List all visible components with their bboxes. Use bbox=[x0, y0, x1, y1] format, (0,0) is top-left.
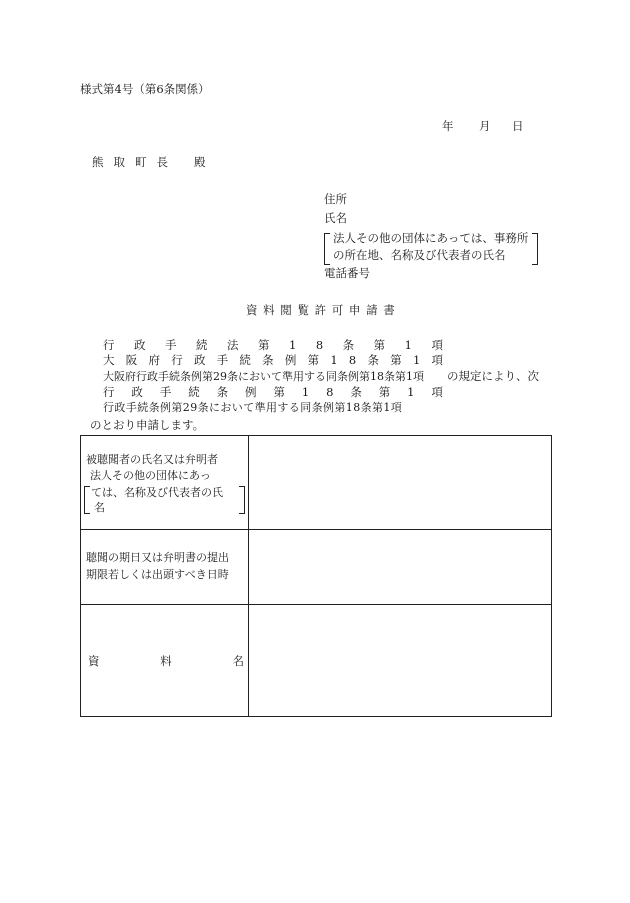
applicant-address-label: 住所 bbox=[324, 192, 347, 206]
date-day: 日 bbox=[512, 119, 524, 133]
respondent-label-cell bbox=[81, 436, 249, 530]
hearing-date-label-cell bbox=[81, 530, 249, 605]
application-table bbox=[80, 435, 552, 717]
hearing-date-label-line1: 聴聞の期日又は弁明書の提出 bbox=[86, 551, 229, 564]
respondent-left-bracket bbox=[84, 486, 90, 514]
respondent-label-line4: 名 bbox=[94, 501, 105, 514]
corp-note-line2: の所在地、名称及び代表者の氏名 bbox=[333, 248, 506, 262]
table-row-respondent bbox=[81, 436, 552, 530]
date-month: 月 bbox=[479, 119, 491, 133]
respondent-value-cell[interactable] bbox=[249, 436, 552, 530]
corp-note-line1: 法人その他の団体にあっては、事務所 bbox=[333, 231, 529, 245]
table-row-hearing-date bbox=[81, 530, 552, 605]
hearing-date-label-line2: 期限若しくは出頭すべき日時 bbox=[86, 568, 229, 581]
law-option-5: 行政手続条例第29条において準用する同条例第18条第1項 bbox=[103, 401, 403, 414]
hearing-date-value-cell[interactable] bbox=[249, 530, 552, 605]
request-line: のとおり申請します。 bbox=[90, 418, 205, 432]
applicant-name-label: 氏名 bbox=[324, 211, 347, 225]
law-option-2: 大 阪 府 行 政 手 続 条 例 第 1 8 条 第 1 項 bbox=[103, 353, 443, 367]
material-name-label: 資 料 名 bbox=[88, 653, 244, 668]
law-option-1: 行 政 手 続 法 第 1 8 条 第 1 項 bbox=[103, 338, 443, 352]
table-row-material-name bbox=[81, 605, 552, 717]
document-title: 資 料 閲 覧 許 可 申 請 書 bbox=[246, 303, 396, 317]
honorific: 殿 bbox=[194, 155, 206, 169]
date-year: 年 bbox=[442, 119, 454, 133]
respondent-label-line1: 被聴聞者の氏名又は弁明者 bbox=[86, 453, 218, 466]
law-suffix: の規定により、次 bbox=[447, 369, 539, 383]
material-name-label-cell bbox=[81, 605, 249, 717]
addressee: 熊 取 町 長 bbox=[92, 155, 168, 169]
respondent-label-line2: 法人その他の団体にあっ bbox=[90, 469, 211, 482]
law-option-3: 大阪府行政手続条例第29条において準用する同条例第18条第1項 bbox=[103, 370, 424, 383]
respondent-right-bracket bbox=[239, 486, 245, 514]
respondent-label-line3: ては、名称及び代表者の氏 bbox=[91, 486, 223, 499]
applicant-phone-label: 電話番号 bbox=[324, 266, 370, 280]
right-bracket bbox=[532, 233, 538, 265]
left-bracket bbox=[324, 233, 330, 265]
form-label: 様式第4号（第6条関係） bbox=[80, 82, 210, 96]
material-name-value-cell[interactable] bbox=[249, 605, 552, 717]
law-option-4: 行 政 手 続 条 例 第 1 8 条 第 1 項 bbox=[103, 385, 443, 399]
